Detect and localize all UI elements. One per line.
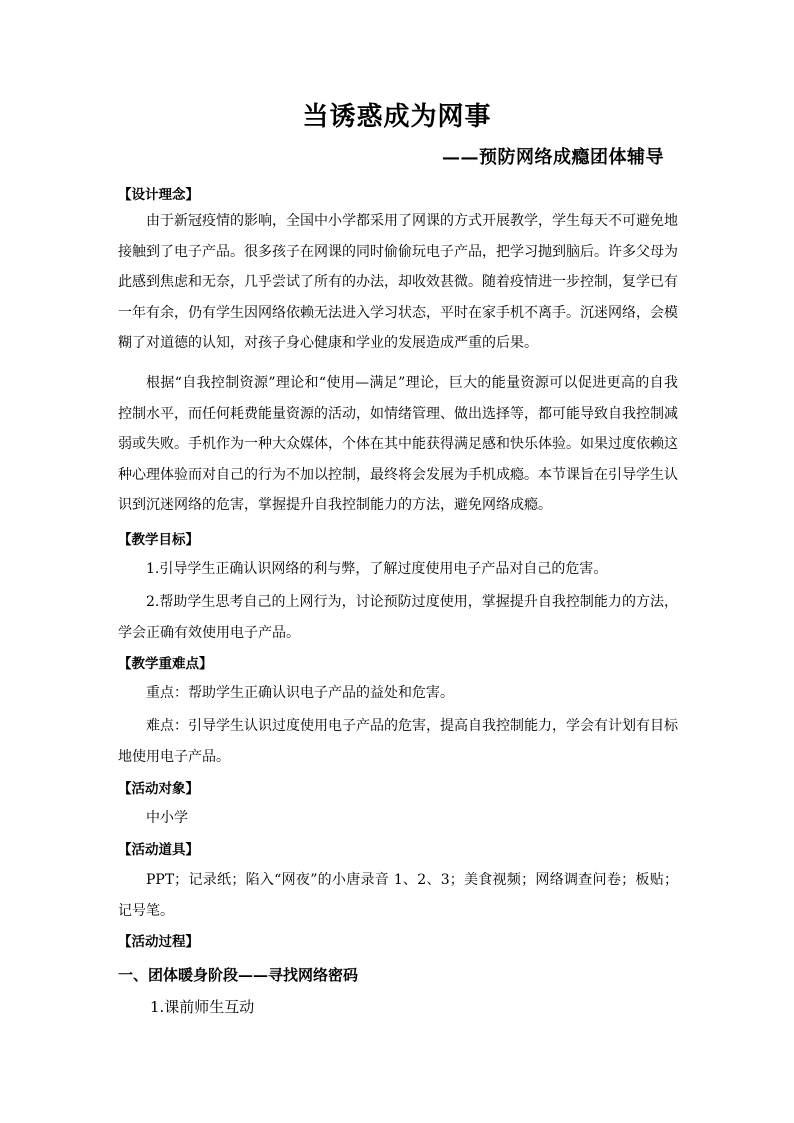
key-point: 重点：帮助学生正确认识电子产品的益处和危害。 — [146, 685, 454, 701]
teaching-goal-1: 1.引导学生正确认识网络的利与弊，了解过度使用电子产品对自己的危害。 — [146, 561, 608, 577]
stage-1-title: 一、团体暖身阶段——寻找网络密码 — [118, 966, 359, 984]
process-heading: 【活动过程】 — [118, 934, 199, 950]
design-concept-paragraph-2: 根据“自我控制资源”理论和“使用—满足”理论，巨大的能量资源可以促进更高的自我控制水平，而任何耗费能量资源的活动，如情绪管理、做出选择等，都可能导致自我控制减弱或失败。手机作为一种大众媒体，个体在其中能获得满足感和快乐体验。如果过度依赖这种心理体验而对自己的行为不加以控制，最终将会发展为手机成瘾。本节课旨在引导学生认识到沉迷网络的危害，掌握提升自我控制能力的方法，避免网络成瘾。 — [118, 375, 678, 513]
document-subtitle: ——预防网络成瘾团体辅导 — [442, 147, 664, 168]
difficult-point: 难点：引导学生认识过度使用电子产品的危害，提高自我控制能力，学会有计划有目标地使用电子产品。 — [118, 718, 678, 765]
document-title: 当诱惑成为网事 — [302, 102, 492, 132]
stage-1-item-1: 1.课前师生互动 — [150, 998, 255, 1016]
props-heading: 【活动道具】 — [118, 842, 199, 858]
design-concept-paragraph-1: 由于新冠疫情的影响，全国中小学都采用了网课的方式开展教学，学生每天不可避免地接触到了电子产品。很多孩子在网课的同时偷偷玩电子产品，把学习抛到脑后。许多父母为此感到焦虑和无奈，几乎尝试了所有的办法，却收效甚微。随着疫情进一步控制，复学已有一年有余，仍有学生因网络依赖无法进入学习状态，平时在家手机不离手。沉迷网络，会模糊了对道德的认知，对孩子身心健康和学业的发展造成严重的后果。 — [118, 213, 678, 351]
props-value: PPT；记录纸；陷入“网夜”的小唐录音 1、2、3；美食视频；网络调查问卷；板贴；记号笔。 — [118, 872, 678, 919]
teaching-goal-2: 2.帮助学生思考自己的上网行为，讨论预防过度使用，掌握提升自我控制能力的方法，学会正确有效使用电子产品。 — [118, 594, 678, 641]
design-concept-heading: 【设计理念】 — [118, 187, 199, 203]
key-points-heading: 【教学重难点】 — [118, 656, 213, 672]
audience-heading: 【活动对象】 — [118, 781, 199, 797]
audience-value: 中小学 — [146, 810, 188, 826]
teaching-goals-heading: 【教学目标】 — [118, 532, 199, 548]
